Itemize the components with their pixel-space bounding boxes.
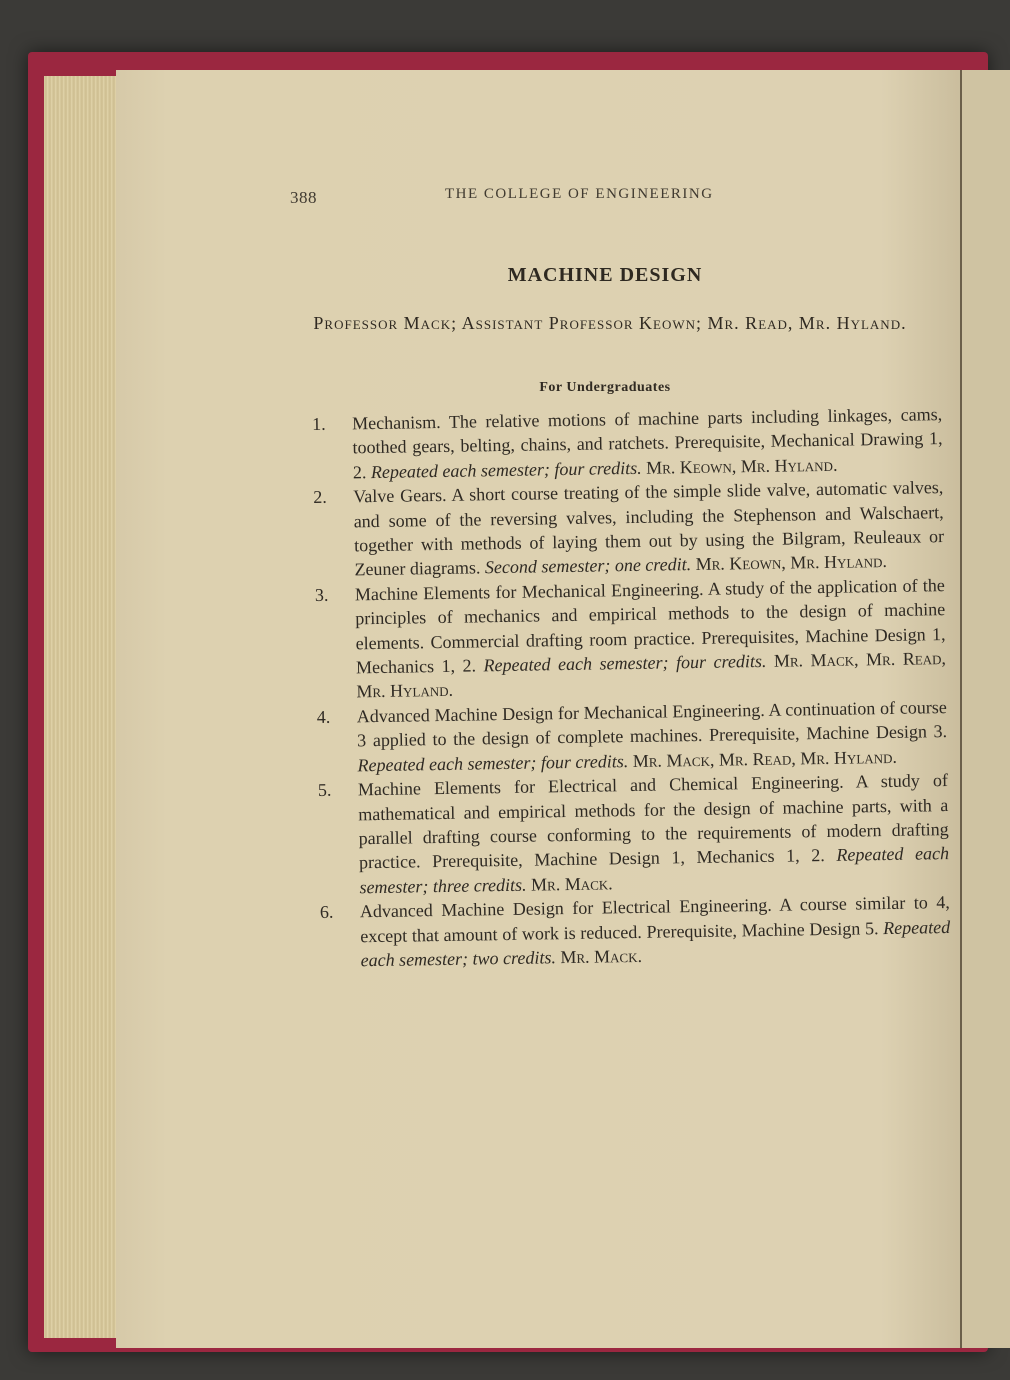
course-item: [318, 768, 950, 900]
course-description: Machine Elements for Electrical and Chemical Engineering. A study of mathematical and empirical methods for the design of machine parts, with a parallel drafting course conforming to the requirements of modern drafting practice. Prerequisite, Machine Design 1, Mechanics 1, 2.: [357, 770, 949, 873]
course-schedule: Repeated each semester; four credits.: [370, 457, 642, 482]
course-number: 4.: [316, 706, 331, 727]
course-item: [312, 402, 943, 485]
course-list: [312, 402, 951, 973]
course-number: 5.: [317, 779, 332, 801]
course-description: Advanced Machine Design for Mechanical Engineering. A continuation of course 3 applied to the design of complete machines. Prerequisite, Machine Design 3.: [356, 696, 948, 751]
faculty-list: Professor Mack; Assistant Professor Keown; Mr. Read, Mr. Hyland.: [313, 313, 907, 333]
course-item: [313, 475, 944, 583]
subhead: For Undergraduates: [539, 380, 671, 395]
course-instructors: Mr. Mack, Mr. Read, Mr. Hyland.: [356, 648, 947, 702]
page-number: 388: [290, 188, 317, 207]
course-instructors: Mr. Mack, Mr. Read, Mr. Hyland.: [632, 746, 898, 771]
course-number: 1.: [312, 413, 326, 434]
course-schedule: Repeated each semester; four credits.: [483, 650, 767, 676]
course-instructors: Mr. Mack.: [530, 873, 613, 895]
course-schedule: Repeated each semester; four credits.: [357, 750, 629, 776]
course-item: [317, 695, 948, 778]
course-schedule: Repeated each semester; three credits.: [359, 843, 950, 898]
course-instructors: Mr. Keown, Mr. Hyland.: [695, 551, 888, 575]
course-number: 6.: [319, 901, 334, 923]
course-instructors: Mr. Mack.: [560, 945, 643, 968]
course-description: Advanced Machine Design for Electrical Engineering. A course similar to 4, except that amount of work is reduced. Prerequisite, Machine Design 5.: [359, 892, 950, 946]
course-number: 3.: [314, 584, 329, 605]
course-schedule: Repeated each semester; two credits.: [360, 916, 951, 971]
course-description: Mechanism. The relative motions of machine parts including linkages, cams, toothed gears, belting, chains, and ratchets. Prerequisite, Mechanical Drawing 1, 2.: [352, 404, 943, 483]
course-instructors: Mr. Keown, Mr. Hyland.: [646, 454, 838, 478]
course-description: Machine Elements for Mechanical Engineering. A study of the application of the principles of mechanics and empirical methods to the design of machine elements. Commercial drafting room practice. Prerequisites, Machine Design 1, Mechanics 1, 2.: [354, 574, 946, 678]
running-head: [290, 186, 760, 210]
course-schedule: Second semester; one credit.: [484, 554, 692, 578]
running-title: THE COLLEGE OF ENGINEERING: [445, 186, 714, 202]
course-description: Valve Gears. A short course treating of the simple slide valve, automatic valves, and some of the reversing valves, including the Stephenson and Walschaert, together with methods of laying them out by using the Bilgram, Reuleaux or Zeuner diagrams.: [353, 477, 945, 580]
course-number: 2.: [313, 486, 327, 508]
course-item: [315, 573, 947, 705]
course-item: [320, 890, 951, 973]
page-edges: [44, 76, 124, 1338]
section-title: MACHINE DESIGN: [507, 264, 703, 286]
adjacent-page-edge: [960, 70, 1010, 1348]
